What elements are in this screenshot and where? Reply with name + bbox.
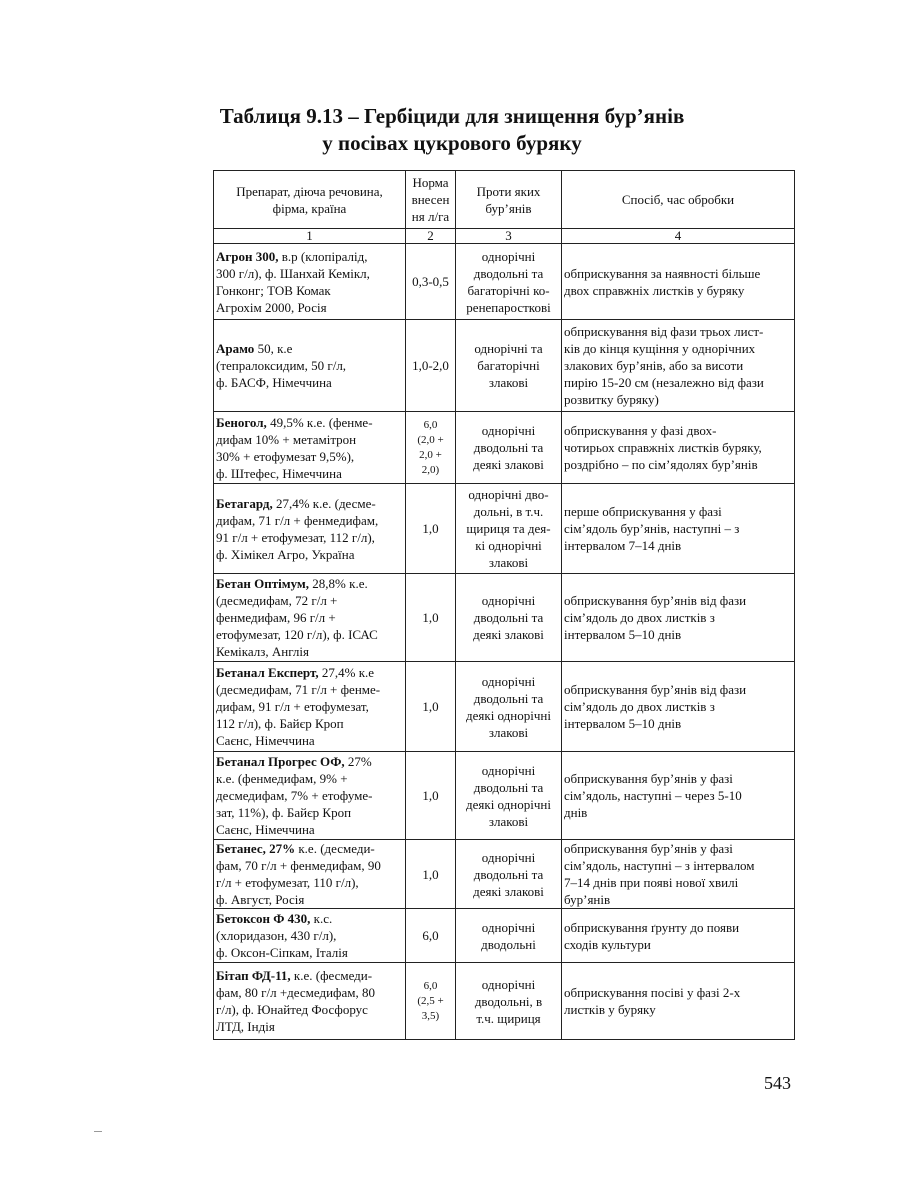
preparation-line: [216, 698, 403, 715]
product-name: Бетанес, 27%: [216, 841, 296, 856]
cell-target-weeds: [456, 574, 562, 662]
header-text: Препарат, діюча речовина,: [236, 183, 383, 199]
preparation-text: 30% + етофумезат 9,5%),: [216, 448, 355, 464]
cell-preparation: [214, 484, 406, 574]
preparation-line: [216, 357, 403, 374]
cell-target-weeds: [456, 963, 562, 1040]
cell-target-weeds: [456, 840, 562, 909]
preparation-text: етофумезат, 120 г/л), ф. ІСАС: [216, 627, 378, 642]
method-line: обприскування від фази трьох лист-: [564, 324, 764, 339]
preparation-line: [216, 927, 403, 944]
rate-line: 6,0: [423, 418, 438, 431]
preparation-text: Саєнс, Німеччина: [216, 733, 315, 748]
method-line: сім’ядоль бур’янів, наступні – з: [564, 521, 740, 536]
weeds-line: деякі однорічні: [466, 796, 551, 812]
method-line: обприскування бур’янів у фазі: [564, 771, 733, 786]
method-line: інтервалом 7–14 днів: [564, 538, 682, 553]
preparation-text: г/л + етофумезат, 110 г/л),: [216, 875, 359, 890]
rate-line: 1,0: [422, 866, 439, 882]
weeds-line: однорічні: [481, 673, 536, 689]
preparation-line: [216, 787, 403, 804]
page-number: 543: [764, 1073, 791, 1093]
rate-line: 1,0: [422, 610, 439, 625]
preparation-line: [216, 664, 403, 681]
header-text: внесен: [411, 192, 450, 207]
preparation-text: десмедифам, 7% + етофуме-: [216, 788, 373, 803]
table-row: [214, 574, 795, 662]
preparation-text: дифам, 91 г/л + етофумезат,: [216, 699, 369, 714]
preparation-text: (десмедифам, 72 г/л +: [216, 593, 338, 608]
cell-rate: [406, 840, 456, 909]
preparation-text: (тепралоксидим, 50 г/л,: [216, 358, 347, 373]
method-line: пирію 15-20 см (незалежно від фази: [564, 375, 764, 390]
method-line: обприскування бур’янів від фази: [564, 593, 747, 608]
preparation-line: [216, 626, 403, 643]
cell-method: [562, 244, 795, 320]
preparation-line: [216, 340, 403, 357]
preparation-text: (десмедифам, 71 г/л + фенме-: [216, 682, 381, 697]
weeds-line: деякі злакові: [473, 627, 544, 642]
weeds-line: деякі злакові: [473, 883, 544, 899]
preparation-line: [216, 431, 403, 448]
method-line: обприскування посіві у фазі 2-х: [564, 985, 741, 1000]
preparation-text: ф. Август, Росія: [216, 892, 305, 907]
method-line: обприскування бур’янів у фазі: [564, 841, 733, 856]
weeds-line: багаторічні ко-: [467, 282, 550, 298]
weeds-line: однорічні: [481, 919, 536, 935]
preparation-text: 91 г/л + етофумезат, 112 г/л),: [216, 529, 375, 545]
preparation-text: к.с.: [310, 911, 333, 926]
header-text: ня л/га: [411, 209, 450, 224]
cell-target-weeds: [456, 320, 562, 412]
weeds-line: деякі злакові: [473, 457, 544, 472]
product-name: Бітап ФД-11,: [216, 968, 291, 983]
preparation-line: [216, 512, 403, 529]
preparation-line: [216, 495, 403, 512]
rate-line: 3,5): [421, 1009, 440, 1022]
preparation-text: фенмедифам, 96 г/л +: [216, 610, 336, 625]
preparation-line: [216, 299, 403, 316]
cell-rate: [406, 662, 456, 752]
preparation-line: [216, 414, 403, 431]
preparation-line: [216, 448, 403, 465]
cell-preparation: [214, 574, 406, 662]
cell-rate: [406, 909, 456, 963]
preparation-text: дифам, 71 г/л + фенмедифам,: [216, 512, 379, 528]
column-number: 2: [406, 229, 456, 244]
weeds-line: дводольні та: [473, 610, 544, 625]
preparation-line: [216, 643, 403, 660]
table-row: [214, 244, 795, 320]
method-line: розвитку буряку): [564, 392, 659, 407]
preparation-line: [216, 770, 403, 787]
preparation-text: 112 г/л), ф. Байєр Кроп: [216, 716, 344, 731]
preparation-line: [216, 967, 403, 984]
weeds-line: т.ч. щириця: [476, 1010, 541, 1026]
weeds-line: деякі однорічні: [466, 707, 551, 723]
preparation-line: [216, 821, 403, 838]
table-row: [214, 909, 795, 963]
preparation-line: [216, 891, 403, 908]
weeds-line: багаторічні: [477, 358, 540, 373]
table-row: [214, 320, 795, 412]
preparation-line: [216, 984, 403, 1001]
product-name: Бетан Оптімум,: [216, 576, 310, 591]
weeds-line: ренепаросткові: [466, 299, 551, 315]
preparation-line: [216, 804, 403, 821]
weeds-line: однорічні: [481, 976, 536, 992]
weeds-line: однорічні: [481, 248, 536, 264]
preparation-line: [216, 874, 403, 891]
cell-rate: [406, 574, 456, 662]
preparation-text: к.е. (фесмеди-: [290, 968, 373, 983]
preparation-text: 27,4% к.е. (десме-: [272, 495, 376, 511]
cell-preparation: [214, 662, 406, 752]
preparation-text: дифам 10% + метамітрон: [216, 431, 357, 447]
cell-method: [562, 840, 795, 909]
weeds-line: однорічні дво-: [468, 487, 549, 502]
method-line: обприскування у фазі двох-: [564, 423, 717, 438]
header-rate: [406, 171, 456, 229]
preparation-line: [216, 910, 403, 927]
method-line: сім’ядоль, наступні – з інтервалом: [564, 858, 755, 873]
cell-method: [562, 909, 795, 963]
cell-target-weeds: [456, 662, 562, 752]
header-text: Проти яких: [476, 183, 541, 199]
preparation-text: (хлоридазон, 430 г/л),: [216, 928, 337, 943]
preparation-text: в.р (клопіралід,: [278, 248, 368, 264]
preparation-text: ф. Хімікел Агро, Україна: [216, 546, 355, 562]
weeds-line: злакові: [488, 813, 529, 829]
cell-rate: [406, 963, 456, 1040]
preparation-text: фам, 80 г/л +десмедифам, 80: [216, 985, 375, 1000]
cell-method: [562, 484, 795, 574]
weeds-line: дольні, в т.ч.: [473, 504, 544, 519]
preparation-line: [216, 1001, 403, 1018]
column-number: 4: [562, 229, 795, 244]
cell-target-weeds: [456, 244, 562, 320]
method-line: інтервалом 5–10 днів: [564, 716, 682, 731]
preparation-text: 27,4% к.е: [318, 665, 375, 680]
weeds-line: дводольні та: [473, 866, 544, 882]
preparation-line: [216, 857, 403, 874]
method-line: сім’ядоль до двох листків з: [564, 610, 715, 625]
weeds-line: однорічні: [481, 593, 536, 608]
table-row: [214, 484, 795, 574]
rate-line: 1,0: [422, 699, 439, 714]
product-name: Бетоксон Ф 430,: [216, 911, 311, 926]
preparation-line: [216, 575, 403, 592]
preparation-text: 49,5% к.е. (фенме-: [266, 414, 373, 430]
table-row: [214, 840, 795, 909]
preparation-text: к.е. (десмеди-: [295, 841, 375, 856]
method-line: бур’янів: [564, 892, 611, 907]
method-line: злакових бур’янів, або за висоти: [564, 358, 744, 373]
table-title: [0, 103, 904, 157]
cell-method: [562, 752, 795, 840]
table-header-row: [214, 171, 795, 229]
product-name: Арамо: [216, 341, 255, 356]
preparation-line: [216, 529, 403, 546]
method-line: чотирьох справжніх листків буряку,: [564, 440, 762, 455]
preparation-text: ЛТД, Індія: [216, 1019, 275, 1034]
rate-line: 6,0: [422, 928, 439, 943]
preparation-text: Агрохім 2000, Росія: [216, 299, 327, 315]
cell-method: [562, 662, 795, 752]
method-line: сім’ядоль, наступні – через 5-10: [564, 788, 742, 803]
preparation-line: [216, 592, 403, 609]
rate-line: (2,0 +: [417, 433, 444, 446]
column-number: 3: [456, 229, 562, 244]
weeds-line: щириця та дея-: [466, 521, 551, 536]
product-name: Агрон 300,: [216, 248, 279, 264]
weeds-line: злакові: [488, 555, 529, 570]
weeds-line: однорічні: [481, 423, 536, 438]
table-row: [214, 963, 795, 1040]
weeds-line: злакові: [488, 724, 529, 740]
weeds-line: дводольні: [481, 936, 536, 952]
product-name: Бетанал Експерт,: [216, 665, 319, 680]
margin-mark: [94, 1131, 102, 1132]
method-line: обприскування за наявності більше: [564, 265, 761, 281]
preparation-text: ф. БАСФ, Німеччина: [216, 375, 332, 390]
weeds-line: дводольні, в: [474, 993, 543, 1009]
header-method-timing: [562, 171, 795, 229]
preparation-text: фам, 70 г/л + фенмедифам, 90: [216, 858, 381, 873]
rate-line: 2,0 +: [419, 448, 442, 461]
cell-preparation: [214, 412, 406, 484]
method-line: днів: [564, 805, 588, 820]
weeds-line: дводольні та: [473, 265, 544, 281]
preparation-line: [216, 546, 403, 563]
preparation-text: к.е. (фенмедифам, 9% +: [216, 771, 348, 786]
cell-target-weeds: [456, 412, 562, 484]
header-text: фірма, країна: [272, 200, 347, 216]
column-number-row: [214, 229, 795, 244]
method-line: листків у буряку: [564, 1002, 656, 1017]
cell-method: [562, 320, 795, 412]
header-preparation: [214, 171, 406, 229]
rate-line: 0,3-0,5: [412, 274, 449, 289]
weeds-line: дводольні та: [473, 779, 544, 795]
table-title-line-2: у посівах цукрового буряку: [322, 131, 582, 155]
product-name: Беногол,: [216, 414, 267, 430]
table-row: [214, 752, 795, 840]
preparation-line: [216, 681, 403, 698]
preparation-line: [216, 944, 403, 961]
cell-target-weeds: [456, 484, 562, 574]
weeds-line: кі однорічні: [475, 538, 542, 553]
preparation-text: Гонконг; ТОВ Комак: [216, 282, 331, 298]
preparation-text: 50, к.е: [254, 341, 293, 356]
cell-method: [562, 963, 795, 1040]
preparation-text: зат, 11%), ф. Байєр Кроп: [216, 805, 352, 820]
preparation-line: [216, 715, 403, 732]
rate-line: 1,0: [422, 788, 439, 803]
cell-rate: [406, 752, 456, 840]
herbicide-table: [213, 170, 795, 1040]
preparation-line: [216, 1018, 403, 1035]
cell-target-weeds: [456, 752, 562, 840]
preparation-text: 300 г/л), ф. Шанхай Кемікл,: [216, 265, 370, 281]
cell-preparation: [214, 244, 406, 320]
cell-target-weeds: [456, 909, 562, 963]
preparation-text: г/л), ф. Юнайтед Фосфорус: [216, 1002, 368, 1017]
preparation-text: 28,8% к.е.: [309, 576, 368, 591]
table-row: [214, 662, 795, 752]
preparation-text: Кемікалз, Англія: [216, 644, 310, 659]
preparation-line: [216, 265, 403, 282]
cell-preparation: [214, 909, 406, 963]
method-line: обприскування ґрунту до появи: [564, 919, 740, 935]
rate-line: 2,0): [421, 463, 440, 476]
preparation-line: [216, 609, 403, 626]
header-text: бур’янів: [485, 200, 532, 216]
preparation-text: Саєнс, Німеччина: [216, 822, 315, 837]
method-line: роздрібно – по сім’ядолях бур’янів: [564, 457, 758, 472]
product-name: Бетагард,: [216, 495, 273, 511]
preparation-line: [216, 248, 403, 265]
cell-rate: [406, 244, 456, 320]
preparation-text: 27%: [344, 754, 372, 769]
preparation-text: ф. Оксон-Сіпкам, Італія: [216, 945, 348, 960]
cell-preparation: [214, 752, 406, 840]
table-row: [214, 412, 795, 484]
weeds-line: дводольні та: [473, 440, 544, 455]
header-target-weeds: [456, 171, 562, 229]
cell-method: [562, 574, 795, 662]
preparation-line: [216, 282, 403, 299]
table-title-line-1: Таблиця 9.13 – Гербіциди для знищення бур’янів: [219, 104, 685, 128]
method-line: обприскування бур’янів від фази: [564, 682, 747, 697]
column-number: 1: [214, 229, 406, 244]
rate-line: 6,0: [423, 979, 438, 992]
preparation-line: [216, 840, 403, 857]
weeds-line: дводольні та: [473, 690, 544, 706]
method-line: перше обприскування у фазі: [564, 504, 722, 519]
preparation-line: [216, 374, 403, 391]
preparation-line: [216, 465, 403, 482]
rate-line: (2,5 +: [417, 994, 444, 1007]
weeds-line: однорічні: [481, 762, 536, 778]
cell-rate: [406, 484, 456, 574]
product-name: Бетанал Прогрес ОФ,: [216, 754, 345, 769]
rate-line: 1,0: [422, 521, 439, 536]
cell-rate: [406, 412, 456, 484]
weeds-line: злакові: [488, 375, 529, 390]
method-line: 7–14 днів при появі нової хвилі: [564, 875, 739, 890]
header-text: Норма: [412, 175, 449, 190]
preparation-line: [216, 732, 403, 749]
header-text: Спосіб, час обробки: [621, 192, 735, 207]
weeds-line: однорічні: [481, 849, 536, 865]
preparation-line: [216, 753, 403, 770]
preparation-text: ф. Штефес, Німеччина: [216, 465, 342, 481]
rate-line: 1,0-2,0: [412, 358, 449, 373]
method-line: сім’ядоль до двох листків з: [564, 699, 715, 714]
method-line: інтервалом 5–10 днів: [564, 627, 682, 642]
cell-method: [562, 412, 795, 484]
method-line: сходів культури: [564, 936, 651, 952]
cell-preparation: [214, 840, 406, 909]
cell-preparation: [214, 963, 406, 1040]
method-line: ків до кінця кущіння у однорічних: [564, 341, 756, 356]
cell-preparation: [214, 320, 406, 412]
weeds-line: однорічні та: [474, 341, 543, 356]
cell-rate: [406, 320, 456, 412]
method-line: двох справжніх листків у буряку: [564, 282, 745, 298]
